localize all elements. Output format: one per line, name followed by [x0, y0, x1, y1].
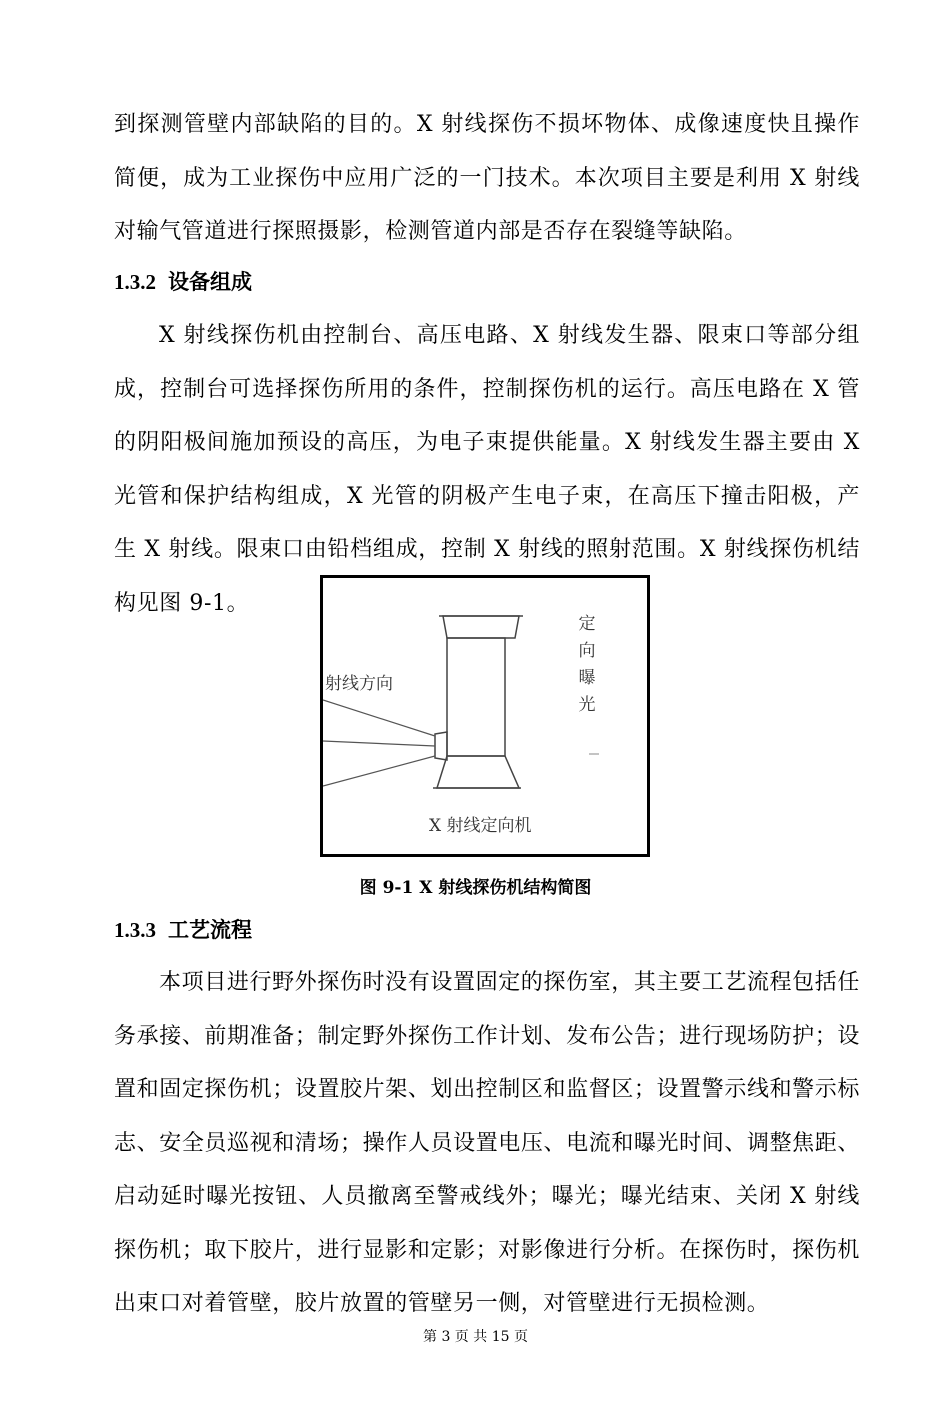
figure-xray-structure — [320, 575, 650, 857]
machine-label: X 射线定向机 — [429, 816, 532, 836]
section-number: 1.3.3 — [114, 918, 156, 942]
section-title: 设备组成 — [168, 270, 252, 294]
figure-caption: 图 9-1 X 射线探伤机结构简图 — [359, 878, 592, 898]
beam-direction-label: 射线方向 — [325, 674, 393, 694]
exposure-label: 定向曝光 — [578, 614, 596, 715]
intro-paragraph: 到探测管壁内部缺陷的目的。X 射线探伤不损坏物体、成像速度快且操作简便，成为工业探伤中应用广泛的一门技术。本次项目主要是利用 X 射线对输气管道进行探照摄影，检测管道内部是否存在裂缝等缺陷。 — [114, 112, 860, 244]
equipment-paragraph: X 射线探伤机由控制台、高压电路、X 射线发生器、限束口等部分组成，控制台可选择探伤所用的条件，控制探伤机的运行。高压电路在 X 管的阴阳极间施加预设的高压，为电子束提供能量。X 射线发生器主要由 X 光管和保护结构组成，X 光管的阴极产生电子束，在高压下撞击阳极，产生 X 射线。限束口由铅档组成，控制 X 射线的照射范围。X 射线探伤机结构见图 9-1。 — [114, 323, 860, 616]
section-heading-1-3-2 — [114, 266, 252, 296]
section-title: 工艺流程 — [168, 918, 252, 942]
section-heading-1-3-3 — [114, 914, 252, 944]
process-paragraph: 本项目进行野外探伤时没有设置固定的探伤室，其主要工艺流程包括任务承接、前期准备；制定野外探伤工作计划、发布公告；进行现场防护；设置和固定探伤机；设置胶片架、划出控制区和监督区；设置警示线和警示标志、安全员巡视和清场；操作人员设置电压、电流和曝光时间、调整焦距、启动延时曝光按钮、人员撤离至警戒线外；曝光；曝光结束、关闭 X 射线探伤机；取下胶片，进行显影和定影；对影像进行分析。在探伤时，探伤机出束口对着管壁，胶片放置的管壁另一侧，对管壁进行无损检测。 — [114, 970, 860, 1316]
section-number: 1.3.2 — [114, 270, 156, 294]
page-footer: 第 3 页 共 15 页 — [423, 1329, 528, 1345]
